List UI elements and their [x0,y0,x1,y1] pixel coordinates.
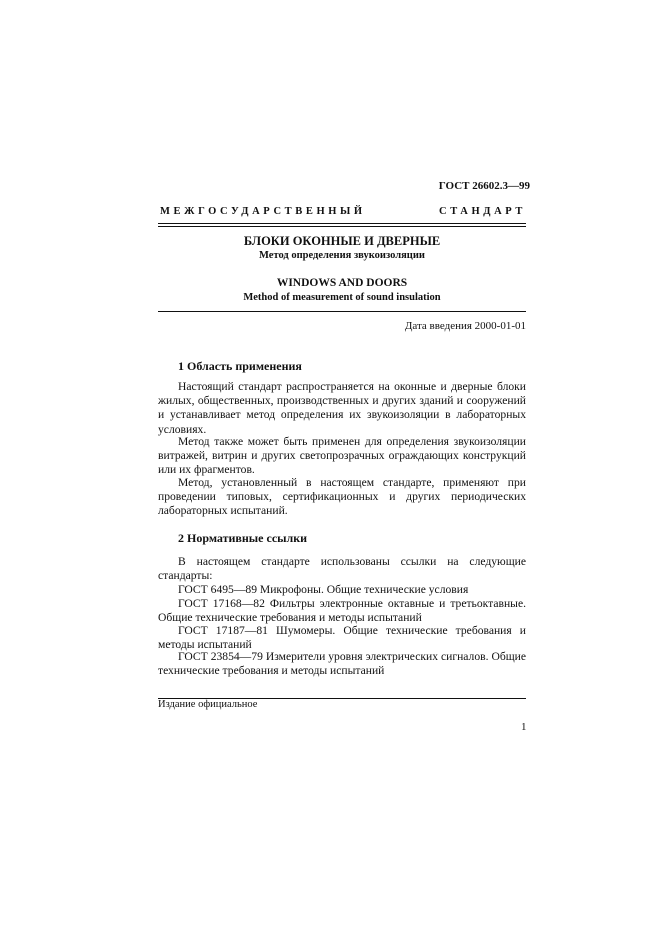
subtitle-en: Method of measurement of sound insulation [243,292,441,303]
subtitle-ru: Метод определения звукоизоляции [259,250,425,261]
paragraph: Настоящий стандарт распространяется на оконные и дверные блоки жилых, общественных, производственных и других зданий и сооружений и устанавливает метод определения их звукоизоляции в лабораторных условиях. [158,380,526,436]
gost-code: ГОСТ 26602.3—99 [438,180,530,192]
intro-date: Дата введения 2000-01-01 [404,320,526,332]
section-heading: 2 Нормативные ссылки [178,531,308,545]
paragraph: Метод, установленный в настоящем стандарте, применяют при проведении типовых, сертификационных и других периодических лабораторных испытаний. [158,476,526,518]
interstate-standard-banner [160,206,526,217]
paragraph: В настоящем стандарте использованы ссылки на следующие стандарты: [158,555,526,583]
title-rule [158,311,526,312]
paragraph: Метод также может быть применен для определения звукоизоляции витражей, витрин и других светопрозрачных ограждающих конструкций или их фрагментов. [158,435,526,477]
reference-item: ГОСТ 23854—79 Измерители уровня электрических сигналов. Общие технические требования и методы испытаний [158,650,526,678]
title-en: WINDOWS AND DOORS [276,277,408,289]
reference-item: ГОСТ 6495—89 Микрофоны. Общие технические условия [178,583,469,596]
header-rule-thin [158,226,526,227]
reference-item: ГОСТ 17187—81 Шумомеры. Общие технические требования и методы испытаний [158,624,526,652]
page-number: 1 [521,721,527,733]
reference-item: ГОСТ 17168—82 Фильтры электронные октавные и третьоктавные. Общие технические требования и методы испытаний [158,597,526,625]
section-heading: 1 Область применения [178,359,302,373]
header-rule [158,223,526,224]
title-ru: БЛОКИ ОКОННЫЕ И ДВЕРНЫЕ [243,234,441,248]
standard-word: СТАНДАРТ [439,206,526,217]
edition-note: Издание официальное [158,699,258,710]
interstate-word: МЕЖГОСУДАРСТВЕННЫЙ [160,206,366,217]
